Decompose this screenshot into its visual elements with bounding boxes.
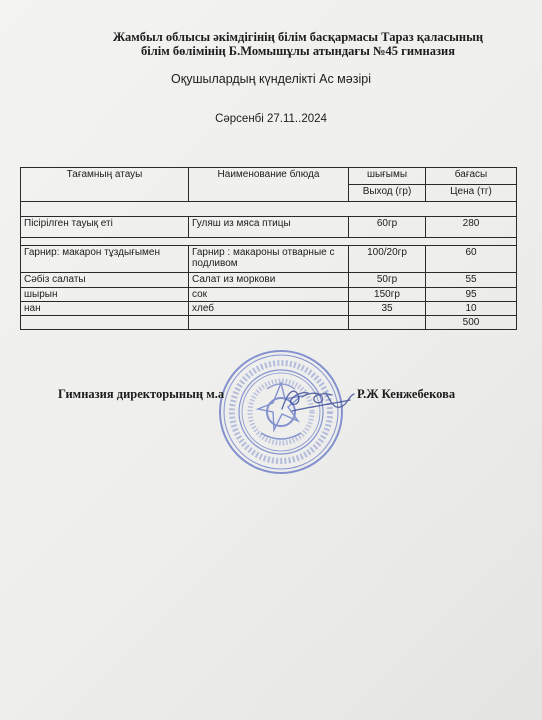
dish-ru: Гарнир : макароны отварные с подливом xyxy=(189,246,349,273)
table-total-row xyxy=(21,316,517,330)
spacer-cell xyxy=(21,238,517,246)
dish-ru: Салат из моркови xyxy=(189,273,349,288)
dish-ru: сок xyxy=(189,288,349,302)
dish-yield: 60гр xyxy=(349,217,426,238)
table-row xyxy=(21,273,517,288)
header-price-ru: Цена (тг) xyxy=(426,185,517,202)
dish-price: 60 xyxy=(426,246,517,273)
dish-price: 10 xyxy=(426,302,517,316)
table-row xyxy=(21,302,517,316)
dish-kz: шырын xyxy=(21,288,189,302)
menu-table xyxy=(20,167,517,330)
header-ru-name: Наименование блюда xyxy=(189,168,349,202)
dish-price: 55 xyxy=(426,273,517,288)
spacer-cell xyxy=(21,202,517,217)
table-spacer-row xyxy=(21,238,517,246)
dish-price: 280 xyxy=(426,217,517,238)
dish-ru: Гуляш из мяса птицы xyxy=(189,217,349,238)
director-title: Гимназия директорының м.а xyxy=(58,387,225,401)
table-row xyxy=(21,288,517,302)
table-header-row xyxy=(21,168,517,185)
total-empty-cell xyxy=(189,316,349,330)
header-yield-ru: Выход (гр) xyxy=(349,185,426,202)
header-price-kz: бағасы xyxy=(426,168,517,185)
dish-kz: Сәбіз салаты xyxy=(21,273,189,288)
dish-yield: 35 xyxy=(349,302,426,316)
dish-kz: нан xyxy=(21,302,189,316)
menu-title: Оқушылардың күнделікті Ас мәзірі xyxy=(171,72,371,86)
dish-kz: Пісірілген тауық еті xyxy=(21,217,189,238)
director-name: Р.Ж Кенжебекова xyxy=(357,387,456,401)
school-heading xyxy=(78,30,518,58)
menu-date: Сәрсенбі 27.11..2024 xyxy=(215,113,327,125)
table-row xyxy=(21,246,517,273)
dish-yield: 50гр xyxy=(349,273,426,288)
heading-line-1: Жамбыл облысы әкімдігінің білім басқармасы Тараз қаласының xyxy=(112,30,484,44)
table-row xyxy=(21,217,517,238)
total-empty-cell xyxy=(21,316,189,330)
header-yield-kz: шығымы xyxy=(349,168,426,185)
table-spacer-row xyxy=(21,202,517,217)
dish-yield: 100/20гр xyxy=(349,246,426,273)
dish-kz: Гарнир: макарон тұздығымен xyxy=(21,246,189,273)
total-empty-cell xyxy=(349,316,426,330)
dish-yield: 150гр xyxy=(349,288,426,302)
signature-icon xyxy=(278,381,358,421)
dish-price: 95 xyxy=(426,288,517,302)
heading-line-2: білім бөлімінің Б.Момышұлы атындағы №45 гимназия xyxy=(140,44,455,58)
total-price: 500 xyxy=(426,316,517,330)
dish-ru: хлеб xyxy=(189,302,349,316)
header-kz-name: Тағамның атауы xyxy=(21,168,189,202)
